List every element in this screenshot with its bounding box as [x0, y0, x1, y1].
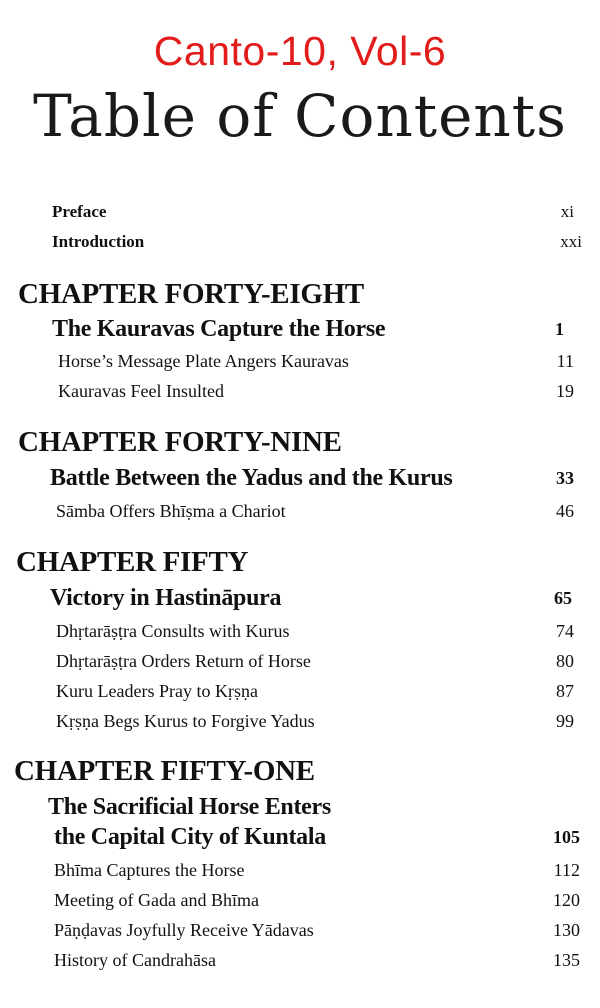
section-label: Meeting of Gada and Bhīma — [54, 890, 259, 910]
chapter-title-line-2: the Capital City of Kuntala — [54, 824, 326, 850]
entry-label: Preface — [52, 202, 107, 221]
section-label: Kauravas Feel Insulted — [58, 381, 224, 401]
canto-label: Canto-10, Vol-6 — [153, 28, 447, 74]
toc-entry-introduction[interactable] — [0, 231, 600, 261]
entry-label: Introduction — [52, 232, 145, 251]
chapter-heading — [0, 545, 600, 578]
toc-entry-section[interactable] — [0, 888, 600, 918]
toc-entry-preface[interactable] — [0, 201, 600, 231]
chapter-heading — [0, 277, 600, 310]
entry-page: 105 — [553, 827, 580, 847]
chapter-number: CHAPTER FORTY-EIGHT — [18, 278, 364, 310]
entry-page: 19 — [556, 381, 574, 401]
chapter-title: Victory in Hastināpura — [50, 585, 282, 611]
toc-entry-section[interactable] — [0, 679, 600, 709]
section-label: Kuru Leaders Pray to Kṛṣṇa — [56, 681, 258, 701]
toc-entry-section[interactable] — [0, 499, 600, 529]
toc-entry-section[interactable] — [0, 709, 600, 739]
toc-entry-section[interactable] — [0, 918, 600, 948]
toc-entry-section[interactable] — [0, 619, 600, 649]
entry-page: 74 — [556, 621, 574, 641]
entry-page: 11 — [556, 351, 574, 371]
toc-entry-chapter-title[interactable] — [0, 463, 600, 493]
toc-entry-chapter-title[interactable] — [0, 314, 600, 344]
section-label: History of Candrahāsa — [54, 950, 216, 970]
entry-page: 135 — [553, 950, 580, 970]
section-label: Dhṛtarāṣṭra Orders Return of Horse — [56, 651, 311, 671]
section-label: Bhīma Captures the Horse — [54, 860, 245, 880]
toc-entry-chapter-title[interactable] — [0, 822, 600, 852]
entry-page: 80 — [556, 651, 574, 671]
page-title: Table of Contents — [33, 82, 567, 150]
chapter-number: CHAPTER FIFTY-ONE — [14, 755, 315, 787]
entry-page: 33 — [556, 468, 574, 488]
chapter-heading — [0, 754, 600, 787]
toc-entry-section[interactable] — [0, 858, 600, 888]
entry-page: xi — [560, 202, 574, 221]
section-label: Dhṛtarāṣṭra Consults with Kurus — [56, 621, 290, 641]
toc-entry-chapter-title[interactable] — [0, 583, 600, 613]
entry-page: 46 — [556, 501, 574, 521]
section-label: Pāṇḍavas Joyfully Receive Yādavas — [54, 920, 314, 940]
toc-entry-section[interactable] — [0, 649, 600, 679]
entry-page: 120 — [553, 890, 580, 910]
chapter-number: CHAPTER FORTY-NINE — [18, 426, 342, 458]
toc-entry-chapter-title[interactable] — [0, 792, 600, 822]
toc-entry-section[interactable] — [0, 349, 600, 379]
chapter-heading — [0, 425, 600, 458]
chapter-title: The Kauravas Capture the Horse — [52, 316, 386, 342]
chapter-title-line-1: The Sacrificial Horse Enters — [48, 794, 331, 820]
entry-page: 130 — [553, 920, 580, 940]
section-label: Horse’s Message Plate Angers Kauravas — [58, 351, 349, 371]
chapter-title: Battle Between the Yadus and the Kurus — [50, 465, 453, 491]
section-label: Sāmba Offers Bhīṣma a Chariot — [56, 501, 286, 521]
chapter-number: CHAPTER FIFTY — [16, 546, 249, 578]
entry-page: 1 — [555, 319, 564, 339]
entry-page: xxi — [560, 232, 582, 251]
section-label: Kṛṣṇa Begs Kurus to Forgive Yadus — [56, 711, 315, 731]
toc-entry-section[interactable] — [0, 948, 600, 978]
entry-page: 112 — [553, 860, 580, 880]
entry-page: 65 — [554, 588, 572, 608]
entry-page: 87 — [556, 681, 574, 701]
entry-page: 99 — [556, 711, 574, 731]
toc-entry-section[interactable] — [0, 379, 600, 409]
